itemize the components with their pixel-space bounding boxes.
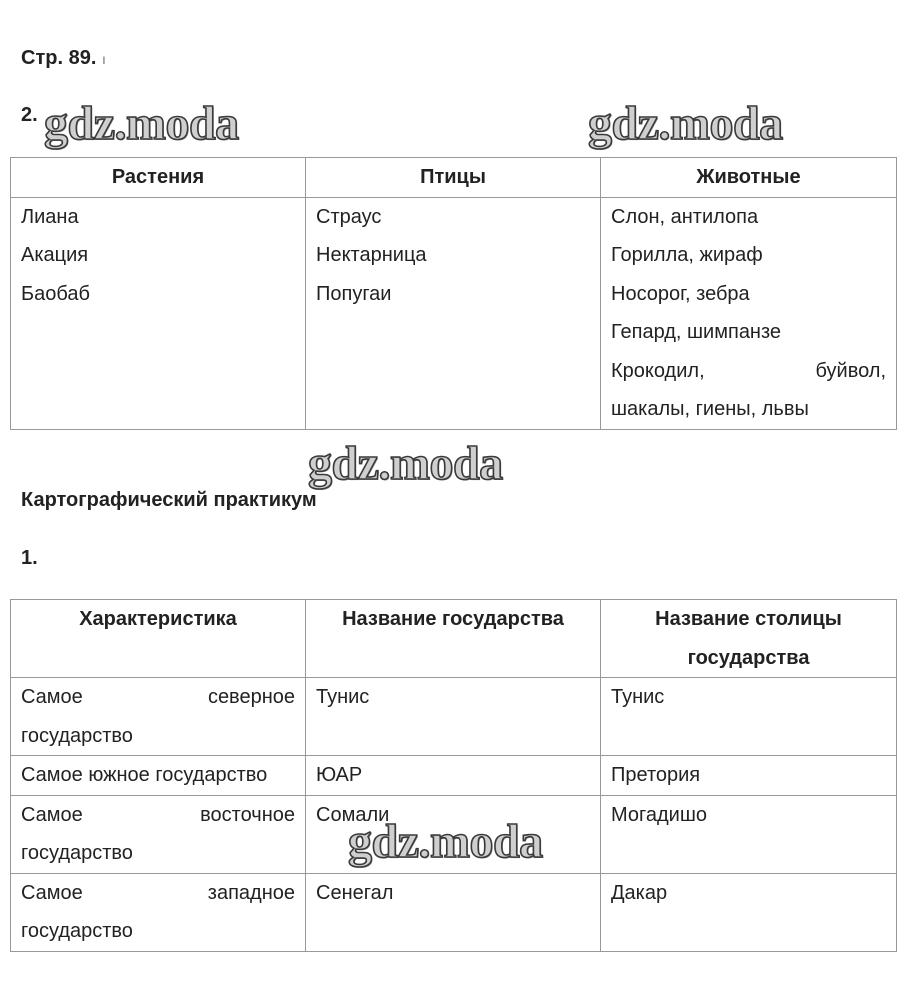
country-cell: Сенегал bbox=[306, 873, 601, 951]
list-item: Баобаб bbox=[21, 282, 90, 305]
list-item: Слон, антилопа bbox=[611, 205, 759, 228]
country-cell: Тунис bbox=[306, 678, 601, 756]
list-item: шакалы, гиены, львы bbox=[611, 398, 809, 420]
header-animals: Животные bbox=[601, 158, 897, 198]
list-item: Акация bbox=[21, 244, 89, 266]
characteristic-cell: Самое западное государство bbox=[11, 873, 306, 951]
list-item: Носорог, зебра bbox=[611, 282, 750, 305]
watermark: gdz.moda bbox=[588, 97, 783, 150]
capital-cell: Могадишо bbox=[601, 795, 897, 873]
task-number: 1. bbox=[21, 547, 38, 569]
header-birds: Птицы bbox=[306, 158, 601, 198]
header-country: Название государства bbox=[306, 600, 601, 678]
list-item: Страус bbox=[316, 205, 382, 228]
birds-cell bbox=[306, 197, 601, 429]
header-capital: Название столицы государства bbox=[601, 600, 897, 678]
watermark: gdz.moda bbox=[308, 437, 503, 490]
header-plants: Растения bbox=[11, 158, 306, 198]
list-item: Гепард, шимпанзе bbox=[611, 321, 782, 343]
list-item: Горилла, жираф bbox=[611, 244, 763, 266]
list-item: Нектарница bbox=[316, 244, 427, 266]
animals-cell bbox=[601, 197, 897, 429]
characteristic-cell: Самое восточное государство bbox=[11, 795, 306, 873]
countries-table bbox=[10, 599, 897, 952]
task-number: 2. bbox=[21, 104, 38, 126]
country-cell: Сомали bbox=[306, 795, 601, 873]
capital-cell: Тунис bbox=[601, 678, 897, 756]
plants-cell bbox=[11, 197, 306, 429]
list-item: Крокодил, буйвол, bbox=[611, 359, 886, 382]
capital-cell: Претория bbox=[601, 756, 897, 796]
table-row bbox=[11, 873, 897, 951]
header-characteristic: Характеристика bbox=[11, 600, 306, 678]
characteristic-cell: Самое южное государство bbox=[11, 756, 306, 796]
list-item: Попугаи bbox=[316, 282, 392, 305]
species-table bbox=[10, 157, 897, 430]
table-row bbox=[11, 756, 897, 796]
table-row bbox=[11, 678, 897, 756]
capital-cell: Дакар bbox=[601, 873, 897, 951]
list-item: Лиана bbox=[21, 205, 79, 228]
characteristic-cell: Самое северное государство bbox=[11, 678, 306, 756]
page-reference: Стр. 89. ı bbox=[21, 47, 106, 69]
watermark: gdz.moda bbox=[44, 97, 239, 150]
country-cell: ЮАР bbox=[306, 756, 601, 796]
watermark: gdz.moda bbox=[348, 815, 543, 868]
section-title: Картографический практикум bbox=[21, 489, 317, 511]
